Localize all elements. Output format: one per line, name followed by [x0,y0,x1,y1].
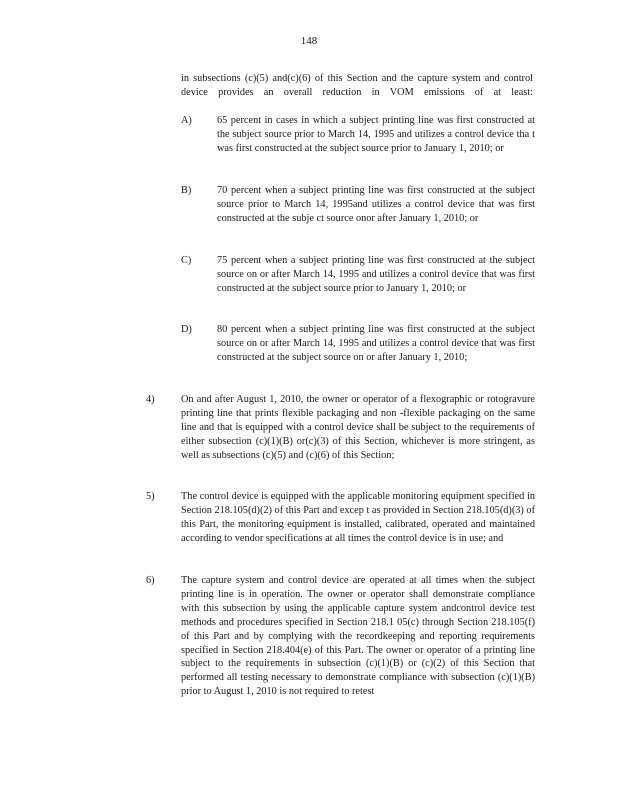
subsection-label-b: B) [181,185,192,196]
subsection-text-c: 75 percent when a subject printing line was first constructed at the subject source on or after March 14, 1995 and utilizes a control device that was first constructed at the subject source prior to January 1, 2010; or [217,255,535,294]
subsection-label-d: D) [181,324,192,335]
item-label-4: 4) [146,394,155,405]
page-number: 148 [300,35,318,47]
subsection-text-d: 80 percent when a subject printing line was first constructed at the subject source on or after March 14, 1995 and utilizes a control device that was first constructed at the subject source on or after January 1, 2010; [217,324,535,363]
item-text-6: The capture system and control device are operated at all times when the subject printing line is in operation. The owner or operator shall demonstrate compliance with this subsection by using the applicable capture system andcontrol device test methods and procedures specified in Section 218.1 05(c) through Section 218.105(f) of this Part and by complying with the recordkeeping and reporting requirements specified in Section 218.404(e) of this Part. The owner or operator of a printing line subject to the requirements in subsection (c)(1)(B) or (c)(2) of this Section that performed all testing necessary to demonstrate compliance with subsection (c)(1)(B) prior to August 1, 2010 is not required to retest [181,575,535,698]
item-text-5: The control device is equipped with the applicable monitoring equipment specified in Section 218.105(d)(2) of this Part and excep t as provided in Section 218.105(d)(3) of this Part, the monitoring equipment is installed, calibrated, operated and maintained according to vendor specifications at all times the control device is in use; and [181,491,535,544]
subsection-text-a: 65 percent in cases in which a subject printing line was first constructed at the subject source prior to March 14, 1995 and utilizes a control device tha t was first constructed at the subject source prior to January 1, 2010; or [217,115,535,154]
item-label-6: 6) [146,575,155,586]
subsection-label-c: C) [181,255,192,266]
item-label-5: 5) [146,491,155,502]
intro-paragraph: in subsections (c)(5) and(c)(6) of this Section and the capture system and control device provides an overall reduction in VOM emissions of at least: [181,73,533,98]
subsection-text-b: 70 percent when a subject printing line was first constructed at the subject source prior to March 14, 1995and utilizes a control device that was first constructed at the subje ct source onor after January 1, 2010; or [217,185,535,224]
item-text-4: On and after August 1, 2010, the owner or operator of a flexographic or rotogravure printing line that prints flexible packaging and non -flexible packaging on the same line and that is equipped with a control device shall be subject to the requirements of either subsection (c)(1)(B) or(c)(3) of this Section, whichever is more stringent, as well as subsections (c)(5) and (c)(6) of this Section; [181,394,535,461]
subsection-label-a: A) [181,115,192,126]
